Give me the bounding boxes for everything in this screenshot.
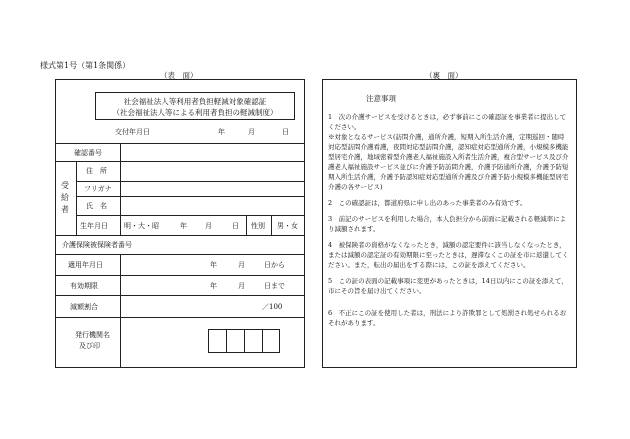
apply-from-label: 日から [264,261,285,269]
issuer-label: 発行機関名 [75,331,110,339]
confirm-number-label: 確認番号 [74,149,102,157]
valid-year-label: 年 [210,282,217,290]
issue-date-label: 交付年月日 [115,128,150,136]
apply-month-label: 月 [238,261,245,269]
note-3: 3 前記のサービスを利用した場合，本人負担分から前面に記載される軽減率により減額されます。 [328,215,567,233]
sex-options: 男・女 [277,222,298,230]
issue-day-label: 日 [282,128,289,136]
birth-year-label: 年 [180,222,187,230]
certificate-title-box [95,92,295,120]
issue-month-label: 月 [248,128,255,136]
note-2: 2 この確認証は，都道府県に申し出のあった事業者のみ有効です。 [328,199,527,207]
recipient-label: 受給者 [61,181,69,214]
sex-label: 性別 [251,222,265,230]
insured-number-label: 介護保険被保険者番号 [62,241,132,249]
valid-until-suffix: 日まで [264,282,285,290]
valid-until-label: 有効期限 [70,282,98,290]
birth-day-label: 日 [232,222,239,230]
certificate-subtitle: （社会福祉法人等による利用者負担の軽減制度） [112,108,278,117]
birth-month-label: 月 [205,222,212,230]
name-label: 氏 名 [86,202,107,210]
back-heading: （裏 面） [425,71,463,80]
reduction-value: ／100 [262,303,283,311]
note-1: 1 次の介護サービスを受けるときは，必ず事前にこの確認証を事業者に提出してください。 [328,113,567,131]
address-label: 住 所 [86,167,107,175]
furigana-label: フリガナ [84,185,112,193]
issue-year-label: 年 [218,128,225,136]
front-heading: （表 面） [160,71,198,80]
note-5: 5 この証の表面の記載事項に変更があったときは，14日以内にこの証を添えて，市にその旨を届け出てください。 [328,277,568,295]
reduction-label: 減額割合 [70,303,98,311]
note-6: 6 不正にこの証を使用した者は，刑法により詐欺罪として処罰され処せられるおそれがあります。 [328,309,567,327]
certificate-title: 社会福祉法人等利用者負担軽減対象確認証 [123,97,267,106]
note-4: 4 被保険者の資格がなくなったとき，減額の認定要件に該当しなくなったとき，または減額の認定証の有効期限に至ったときは，遅滞なくこの証を市に返還してください。また，転出の届出をする際には，この証を添えてください。 [328,241,569,269]
birthdate-label: 生年月日 [80,222,108,230]
apply-year-label: 年 [210,261,217,269]
notes-title: 注意事項 [366,94,396,103]
birthdate-eras: 明・大・昭 [124,222,159,230]
notes-body [328,112,570,328]
note-1-services: ※対象となるサービス(訪問介護，通所介護，短期入所生活介護，定期巡回・随時対応型訪問介護看護，夜間対応型訪問介護，認知症対応型通所介護，小規模多機能型居宅介護，地域密着型介護老人福祉施設入所者生活介護，複合型サービス及び介護老人福祉施設サービス並びに介護予防訪問介護，介護予防通所介護，介護予防短期入所生活介護，介護予防認知症対応型通所介護及び介護予防小規模多機能型居宅介護の各サービス) [328,133,569,191]
apply-date-label: 適用年月日 [68,261,103,269]
valid-month-label: 月 [238,282,245,290]
form-number-label: 様式第1号（第1条関係） [40,61,131,70]
issuer-seal-label: 及び印 [79,342,100,350]
